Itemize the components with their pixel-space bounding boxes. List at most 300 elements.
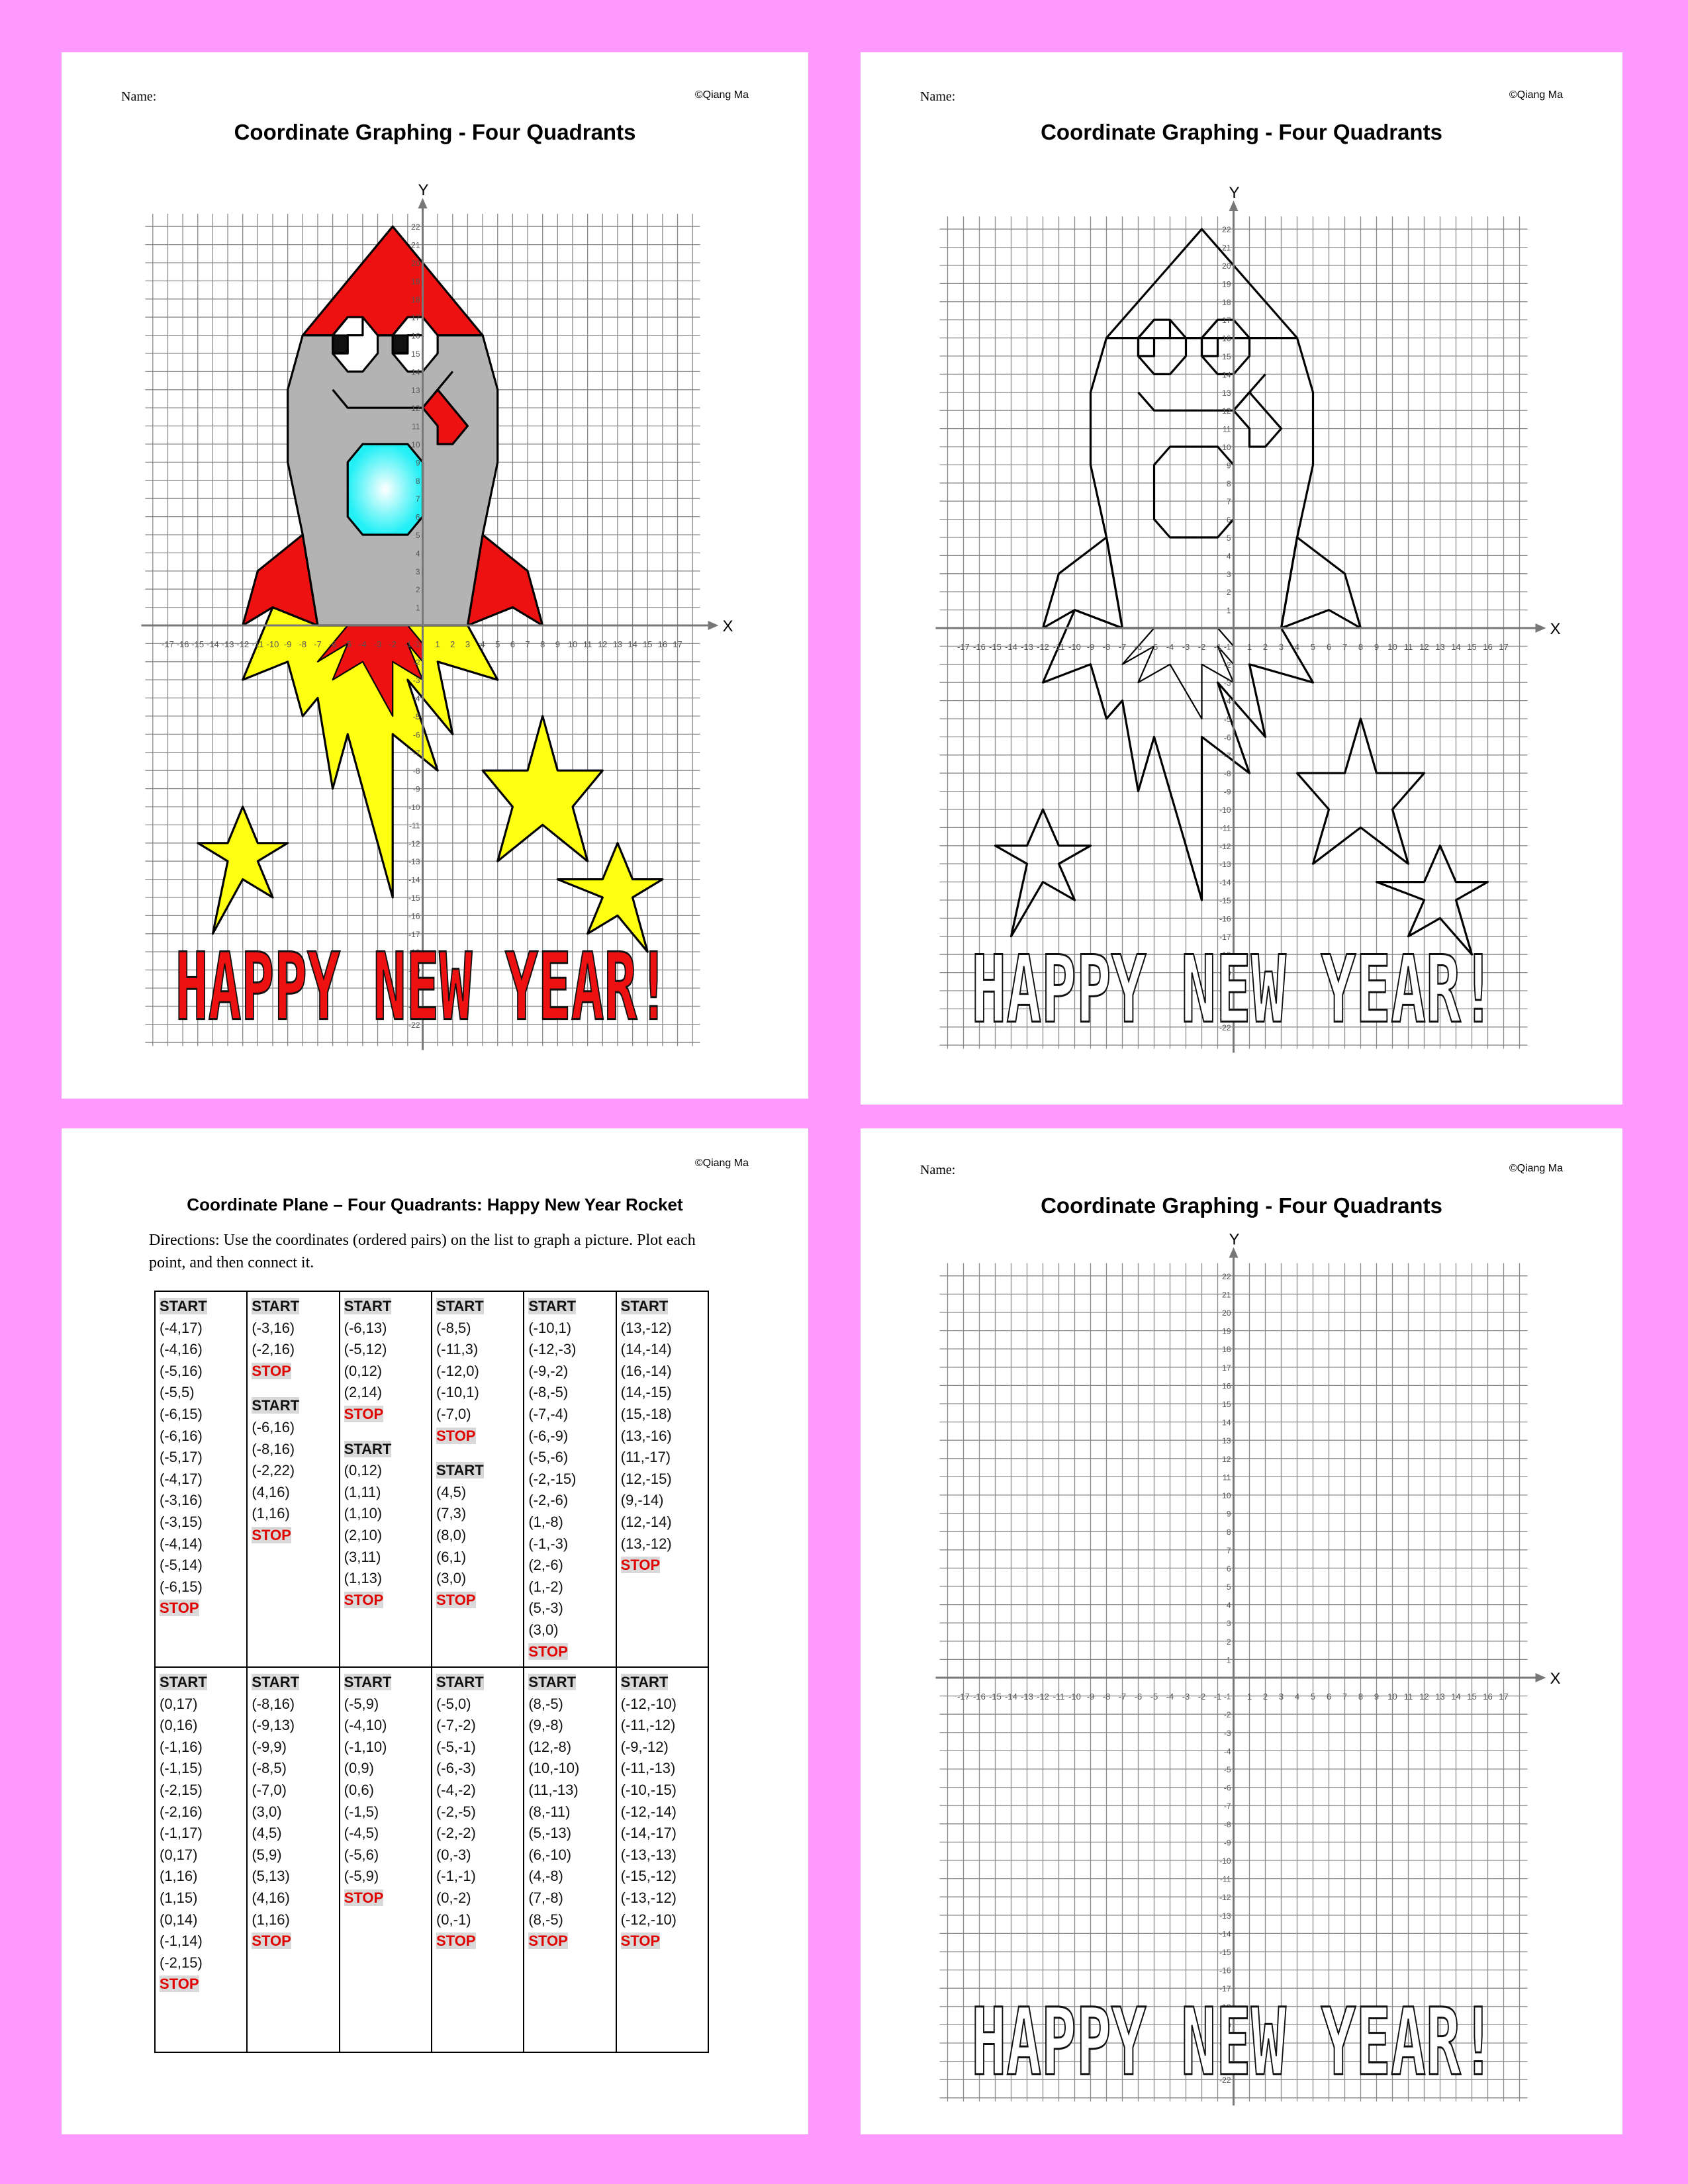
y-tick-label: -17	[1219, 932, 1231, 942]
y-tick-label: -12	[408, 839, 420, 848]
y-tick-label: 9	[1226, 461, 1231, 471]
coordinate-pair: (14,-14)	[620, 1341, 672, 1358]
y-tick-label: -17	[408, 929, 420, 939]
y-tick-label: -5	[1223, 1765, 1231, 1774]
x-tick-label: 4	[1294, 1692, 1300, 1702]
y-tick-label: 20	[411, 259, 420, 268]
x-tick-label: 3	[1278, 1692, 1284, 1702]
y-tick-label: -7	[1223, 1801, 1231, 1811]
y-tick-label: -5	[412, 712, 420, 721]
coordinate-pair: (7,-8)	[528, 1889, 563, 1907]
x-tick-label: 1	[1246, 642, 1252, 652]
x-tick-label: 7	[1342, 1692, 1348, 1702]
coordinate-pair: (-7,-4)	[528, 1405, 569, 1422]
coordinate-pair: (-5,0)	[436, 1695, 471, 1712]
tongue	[1234, 392, 1282, 447]
coordinate-pair: (-3,16)	[252, 1319, 295, 1336]
x-tick-label: -11	[1053, 1692, 1065, 1702]
x-tick-label: 8	[1358, 1692, 1364, 1702]
coordinate-pair: (3,0)	[436, 1570, 467, 1587]
coordinate-group	[528, 1672, 611, 1952]
happy-new-year-banner: HAPPY NEW YEAR!	[971, 936, 1496, 1044]
x-tick-label: -14	[1005, 642, 1017, 652]
coordinate-pair: (-12,0)	[436, 1362, 479, 1379]
x-tick-label: -6	[1134, 1692, 1143, 1702]
x-tick-label: -13	[221, 639, 234, 649]
x-tick-label: -4	[359, 639, 367, 649]
coordinate-pair: (-8,5)	[436, 1319, 471, 1336]
y-tick-label: -11	[409, 821, 420, 831]
rocket-fin-right	[1282, 537, 1361, 628]
coordinate-pair: (-5,-1)	[436, 1738, 476, 1755]
coordinate-pair: (0,-1)	[436, 1911, 471, 1928]
y-tick-label: 10	[1222, 443, 1231, 452]
x-tick-label: -7	[1118, 1692, 1127, 1702]
x-tick-label: 17	[673, 639, 682, 649]
y-tick-label: 9	[1226, 1509, 1231, 1519]
y-tick-label: -19	[408, 966, 420, 976]
y-tick-label: 10	[411, 440, 420, 449]
y-tick-label: 5	[1226, 1582, 1231, 1592]
stop-label: STOP	[528, 1933, 568, 1950]
y-tick-label: -22	[408, 1020, 420, 1030]
y-tick-label: -13	[1219, 1911, 1231, 1921]
y-tick-label: -7	[412, 748, 420, 758]
x-tick-label: -8	[1102, 642, 1111, 652]
coordinate-pair: (8,-11)	[528, 1803, 571, 1820]
y-tick-label: 18	[1222, 1345, 1231, 1355]
y-tick-label: 16	[1222, 334, 1231, 343]
y-tick-label: -5	[1223, 715, 1231, 724]
x-tick-label: 2	[1262, 1692, 1268, 1702]
start-label: START	[252, 1674, 300, 1691]
coordinate-pair: (-1,-1)	[436, 1868, 476, 1885]
x-tick-label: 16	[1483, 642, 1493, 652]
x-tick-label: -6	[1134, 642, 1143, 652]
coordinate-group	[436, 1672, 519, 1952]
coordinate-pair: (1,-8)	[528, 1513, 563, 1530]
x-tick-label: -2	[1197, 1692, 1206, 1702]
x-tick-label: -10	[266, 639, 279, 649]
table-row	[155, 1667, 708, 2052]
coordinate-cell	[155, 1667, 247, 2052]
coordinate-pair: (-13,-13)	[620, 1846, 677, 1863]
coordinate-pair: (-6,13)	[344, 1319, 387, 1336]
y-tick-label: 8	[415, 476, 420, 486]
coordinate-pair: (-4,10)	[344, 1717, 387, 1734]
coordinate-pair: (-10,-15)	[620, 1782, 677, 1799]
x-tick-label: 4	[480, 639, 485, 649]
coordinate-pair: (12,-15)	[620, 1470, 672, 1487]
coordinate-pair: (16,-14)	[620, 1362, 672, 1379]
y-tick-label: 5	[1226, 533, 1231, 543]
y-tick-label: -21	[1219, 1005, 1231, 1015]
coordinate-pair: (-12,-10)	[620, 1911, 677, 1928]
coordinate-pair: (2,14)	[344, 1384, 383, 1401]
coordinate-pair: (4,16)	[252, 1889, 290, 1907]
start-label: START	[436, 1462, 484, 1479]
page-title: Coordinate Graphing - Four Quadrants	[1041, 1193, 1442, 1218]
coordinate-pair: (-5,12)	[344, 1341, 387, 1358]
x-tick-label: 14	[628, 639, 637, 649]
x-tick-label: -8	[299, 639, 307, 649]
x-tick-label: 3	[1278, 642, 1284, 652]
x-tick-label: 14	[1451, 1692, 1461, 1702]
stop-label: STOP	[620, 1933, 661, 1950]
coordinate-pair: (4,16)	[252, 1483, 290, 1500]
coordinate-pair: (1,10)	[344, 1505, 383, 1522]
x-tick-label: -4	[1166, 1692, 1174, 1702]
y-tick-label: -9	[1223, 1838, 1231, 1848]
y-tick-label: -8	[1223, 769, 1231, 779]
coordinate-pair: (-8,5)	[252, 1760, 287, 1777]
x-tick-label: -5	[1150, 1692, 1158, 1702]
y-tick-label: -3	[1223, 1728, 1231, 1738]
x-tick-label: 13	[1435, 642, 1445, 652]
coordinate-pair: (12,-14)	[620, 1513, 672, 1530]
coordinate-group	[344, 1439, 427, 1612]
coordinate-pair: (1,11)	[344, 1483, 381, 1500]
coordinate-pair: (-13,-12)	[620, 1889, 677, 1907]
y-tick-label: -10	[408, 803, 420, 812]
y-tick-label: -2	[1223, 660, 1231, 670]
coordinate-pair: (-6,-3)	[436, 1760, 476, 1777]
y-tick-label: 12	[1222, 406, 1231, 416]
coordinate-pair: (5,9)	[252, 1846, 282, 1863]
coordinate-cell	[155, 1291, 247, 1667]
coordinate-pair: (0,12)	[344, 1362, 383, 1379]
y-tick-label: -4	[1223, 696, 1231, 706]
pupil-right	[1202, 338, 1218, 356]
start-label: START	[344, 1298, 392, 1314]
y-tick-label: 21	[1222, 243, 1231, 253]
coordinate-pair: (-2,-2)	[436, 1825, 476, 1842]
copyright-label: ©Qiang Ma	[1509, 89, 1563, 101]
coordinate-pair: (0,14)	[160, 1911, 198, 1928]
x-tick-label: -6	[328, 639, 337, 649]
pupil-left	[1139, 338, 1154, 356]
y-tick-label: 17	[1222, 1363, 1231, 1373]
coordinate-table	[154, 1291, 709, 2053]
y-tick-label: -11	[1220, 823, 1231, 833]
coordinate-pair: (-7,0)	[436, 1405, 471, 1422]
coordinate-pair: (-11,3)	[436, 1341, 479, 1358]
coordinate-pair: (1,16)	[252, 1911, 290, 1928]
coordinate-pair: (-11,-12)	[620, 1717, 676, 1734]
y-tick-label: 6	[1226, 515, 1231, 525]
coordinate-pair: (0,17)	[160, 1695, 198, 1712]
y-tick-label: 20	[1222, 261, 1231, 271]
x-tick-label: -1	[1213, 1692, 1222, 1702]
x-axis-label: X	[1550, 1670, 1561, 1688]
coordinate-group	[344, 1672, 427, 1909]
y-tick-label: -14	[1219, 878, 1231, 887]
name-label: Name:	[121, 89, 157, 104]
y-tick-label: 7	[1226, 497, 1231, 507]
directions-text: Directions: Use the coordinates (ordered pairs) on the list to graph a picture. Plot each point, and then connect it.	[149, 1232, 696, 1271]
stop-label: STOP	[528, 1643, 568, 1660]
x-tick-label: 12	[1419, 642, 1429, 652]
coordinate-pair: (0,6)	[344, 1782, 374, 1799]
x-tick-label: -2	[1197, 642, 1206, 652]
x-tick-label: -2	[389, 639, 397, 649]
x-tick-label: -17	[162, 639, 174, 649]
y-tick-label: 5	[415, 531, 420, 540]
y-tick-label: -18	[1219, 2002, 1231, 2012]
y-tick-label: -1	[1223, 1692, 1231, 1702]
x-tick-label: 12	[598, 639, 608, 649]
y-tick-label: -4	[412, 694, 420, 704]
y-tick-label: 17	[1222, 316, 1231, 326]
x-tick-label: 13	[1435, 1692, 1445, 1702]
coordinate-pair: (6,1)	[436, 1548, 467, 1565]
x-tick-label: 8	[1358, 642, 1364, 652]
x-tick-label: 15	[643, 639, 653, 649]
x-tick-label: -7	[1118, 642, 1127, 652]
y-tick-label: -18	[408, 948, 420, 958]
y-tick-label: -21	[408, 1002, 420, 1012]
coordinate-pair: (-4,17)	[160, 1470, 203, 1487]
stop-label: STOP	[252, 1526, 291, 1543]
coordinate-group	[621, 1296, 704, 1576]
y-tick-label: 15	[411, 349, 420, 359]
x-tick-label: -17	[957, 642, 970, 652]
x-tick-label: 7	[525, 639, 530, 649]
x-tick-label: 15	[1467, 642, 1477, 652]
outline-answer-sheet	[861, 52, 1622, 1105]
y-tick-label: -16	[1219, 1966, 1231, 1976]
coordinate-pair: (-9,9)	[252, 1738, 287, 1755]
coordinate-pair: (-3,16)	[160, 1492, 203, 1509]
coordinate-pair: (-2,-15)	[528, 1470, 577, 1487]
eye-left	[1139, 320, 1186, 374]
coordinate-pair: (2,-6)	[528, 1557, 563, 1574]
y-tick-label: 14	[1222, 370, 1231, 380]
coordinate-pair: (-4,17)	[160, 1319, 203, 1336]
y-axis-label: Y	[418, 181, 429, 200]
coordinate-pair: (-12,-3)	[528, 1341, 577, 1358]
coordinate-cell	[247, 1667, 339, 2052]
pupil-right	[393, 336, 408, 353]
rocket-window	[1154, 447, 1234, 537]
y-tick-label: -9	[412, 784, 420, 794]
y-tick-label: 16	[1222, 1381, 1231, 1391]
y-tick-label: -2	[1223, 1710, 1231, 1720]
y-tick-label: 15	[1222, 352, 1231, 361]
y-tick-label: 3	[415, 567, 420, 576]
coordinate-pair: (9,-14)	[620, 1492, 664, 1509]
coordinate-pair: (-2,16)	[252, 1341, 295, 1358]
x-tick-label: -16	[176, 639, 189, 649]
happy-new-year-banner: HAPPY NEW YEAR!	[175, 933, 671, 1042]
y-tick-label: -15	[1219, 896, 1231, 905]
coordinate-pair: (-5,16)	[160, 1362, 203, 1379]
x-tick-label: 13	[612, 639, 623, 649]
happy-new-year-banner: HAPPY NEW YEAR!	[971, 1988, 1496, 2097]
x-tick-label: -4	[1166, 642, 1174, 652]
coordinate-pair: (-2,-5)	[436, 1803, 476, 1820]
x-tick-label: -3	[1182, 642, 1190, 652]
coordinate-pair: (1,15)	[160, 1889, 198, 1907]
name-label: Name:	[920, 89, 956, 104]
coordinate-list-sheet	[62, 1128, 808, 2134]
coordinate-cell	[616, 1291, 708, 1667]
coordinate-pair: (4,-8)	[528, 1868, 563, 1885]
y-tick-label: 10	[1222, 1491, 1231, 1500]
coordinate-pair: (-1,15)	[160, 1760, 203, 1777]
y-tick-label: 4	[1226, 1600, 1231, 1610]
y-tick-label: 14	[411, 367, 420, 377]
coordinate-group	[252, 1395, 334, 1546]
start-label: START	[344, 1674, 392, 1691]
x-tick-label: 12	[1419, 1692, 1429, 1702]
x-tick-label: 2	[1262, 642, 1268, 652]
y-tick-label: -13	[1219, 860, 1231, 870]
x-tick-label: -9	[1086, 1692, 1095, 1702]
coordinate-plane	[62, 52, 808, 1099]
coordinate-pair: (-11,-13)	[620, 1760, 676, 1777]
coordinate-pair: (-5,6)	[344, 1846, 379, 1863]
coordinate-group	[528, 1296, 611, 1662]
coordinate-pair: (14,-15)	[620, 1384, 672, 1401]
x-tick-label: -11	[252, 639, 264, 649]
x-tick-label: 3	[465, 639, 471, 649]
coordinate-pair: (7,3)	[436, 1505, 467, 1522]
stop-label: STOP	[620, 1557, 661, 1574]
y-tick-label: -21	[1219, 2057, 1231, 2067]
start-label: START	[252, 1397, 300, 1414]
coordinate-pair: (9,-8)	[528, 1717, 563, 1734]
coordinate-pair: (11,-13)	[528, 1782, 579, 1799]
coordinate-cell	[616, 1667, 708, 2052]
coordinate-plane	[861, 1128, 1622, 2134]
x-axis-arrow	[1536, 623, 1546, 633]
x-tick-label: -10	[1068, 642, 1081, 652]
y-tick-label: 19	[1222, 1326, 1231, 1336]
y-tick-label: -4	[1223, 1747, 1231, 1756]
x-axis-label: X	[1550, 620, 1561, 638]
blank-grid-sheet	[861, 1128, 1622, 2134]
coordinate-pair: (-5,14)	[160, 1557, 203, 1574]
x-tick-label: 11	[1403, 1692, 1413, 1702]
coordinate-pair: (-6,16)	[160, 1427, 203, 1444]
coordinate-pair: (0,-3)	[436, 1846, 471, 1863]
coordinate-pair: (0,9)	[344, 1760, 374, 1777]
start-label: START	[620, 1674, 669, 1691]
y-tick-label: -16	[1219, 914, 1231, 924]
y-tick-label: -16	[408, 911, 420, 921]
x-tick-label: -3	[373, 639, 382, 649]
stop-label: STOP	[160, 1976, 199, 1993]
x-tick-label: 10	[1387, 642, 1397, 652]
x-tick-label: -8	[1102, 1692, 1111, 1702]
x-tick-label: 2	[450, 639, 455, 649]
y-tick-label: 4	[1226, 551, 1231, 561]
y-tick-label: 8	[1226, 1527, 1231, 1537]
y-tick-label: 11	[412, 422, 420, 432]
x-tick-label: -12	[1037, 642, 1049, 652]
y-tick-label: 7	[415, 494, 420, 504]
y-tick-label: 19	[1222, 279, 1231, 289]
coordinate-pair: (1,16)	[252, 1505, 290, 1522]
x-tick-label: 7	[1342, 642, 1348, 652]
y-axis-label: Y	[1229, 1230, 1240, 1249]
x-tick-label: 6	[1326, 642, 1332, 652]
x-tick-label: -5	[1150, 642, 1158, 652]
y-tick-label: 6	[1226, 1564, 1231, 1574]
x-tick-label: 1	[1246, 1692, 1252, 1702]
coordinate-cell	[432, 1667, 524, 2052]
x-tick-label: -14	[207, 639, 219, 649]
axes	[936, 1230, 1561, 2105]
y-tick-label: 12	[411, 404, 420, 414]
coordinate-pair: (0,-2)	[436, 1889, 471, 1907]
x-tick-label: 10	[1387, 1692, 1397, 1702]
y-tick-label: -9	[1223, 787, 1231, 797]
x-tick-label: 16	[1483, 1692, 1493, 1702]
y-tick-label: -20	[1219, 987, 1231, 996]
coordinate-pair: (2,10)	[344, 1526, 383, 1543]
x-tick-label: -9	[1086, 642, 1095, 652]
x-tick-label: 16	[657, 639, 668, 649]
y-tick-label: -20	[408, 984, 420, 993]
coordinate-group	[344, 1296, 427, 1426]
page-title: Coordinate Graphing - Four Quadrants	[234, 120, 636, 144]
y-tick-label: -14	[408, 875, 420, 885]
coordinate-pair: (1,13)	[344, 1570, 383, 1587]
coordinate-pair: (4,5)	[252, 1825, 282, 1842]
coordinate-group	[160, 1296, 242, 1619]
stop-label: STOP	[160, 1600, 199, 1617]
y-tick-label: 11	[1223, 1473, 1231, 1482]
x-tick-label: -3	[1182, 1692, 1190, 1702]
coordinate-pair: (-12,-14)	[620, 1803, 677, 1820]
page-title: Coordinate Graphing - Four Quadrants	[1041, 120, 1442, 144]
y-tick-label: 18	[1222, 297, 1231, 307]
coordinate-pair: (13,-16)	[620, 1427, 672, 1444]
y-tick-label: -22	[1219, 1023, 1231, 1032]
copyright-label: ©Qiang Ma	[694, 89, 749, 101]
y-tick-label: -12	[1219, 1893, 1231, 1903]
start-label: START	[528, 1674, 577, 1691]
y-tick-label: -18	[1219, 950, 1231, 960]
y-tick-label: 8	[1226, 478, 1231, 488]
x-tick-label: 8	[540, 639, 545, 649]
y-tick-label: 14	[1222, 1418, 1231, 1428]
axes	[936, 184, 1561, 1053]
x-tick-label: -5	[344, 639, 352, 649]
x-tick-label: -16	[973, 1692, 986, 1702]
x-tick-label: 6	[1326, 1692, 1332, 1702]
colored-answer-sheet	[62, 52, 808, 1099]
coordinate-pair: (0,16)	[160, 1717, 198, 1734]
y-tick-label: -12	[1219, 841, 1231, 851]
coordinate-pair: (15,-18)	[620, 1405, 672, 1422]
y-tick-label: -22	[1219, 2075, 1231, 2085]
x-tick-label: -7	[314, 639, 322, 649]
y-tick-label: 15	[1222, 1400, 1231, 1409]
y-tick-label: 6	[415, 512, 420, 522]
y-tick-label: 9	[415, 458, 420, 468]
y-tick-label: -1	[1223, 642, 1231, 652]
y-tick-label: 22	[1222, 225, 1231, 235]
coordinate-pair: (4,5)	[436, 1483, 467, 1500]
y-tick-label: 17	[411, 313, 420, 323]
coordinate-pair: (-1,16)	[160, 1738, 203, 1755]
coordinate-pair: (5,-3)	[528, 1600, 563, 1617]
coordinate-pair: (8,0)	[436, 1526, 467, 1543]
y-tick-label: 16	[411, 331, 420, 341]
